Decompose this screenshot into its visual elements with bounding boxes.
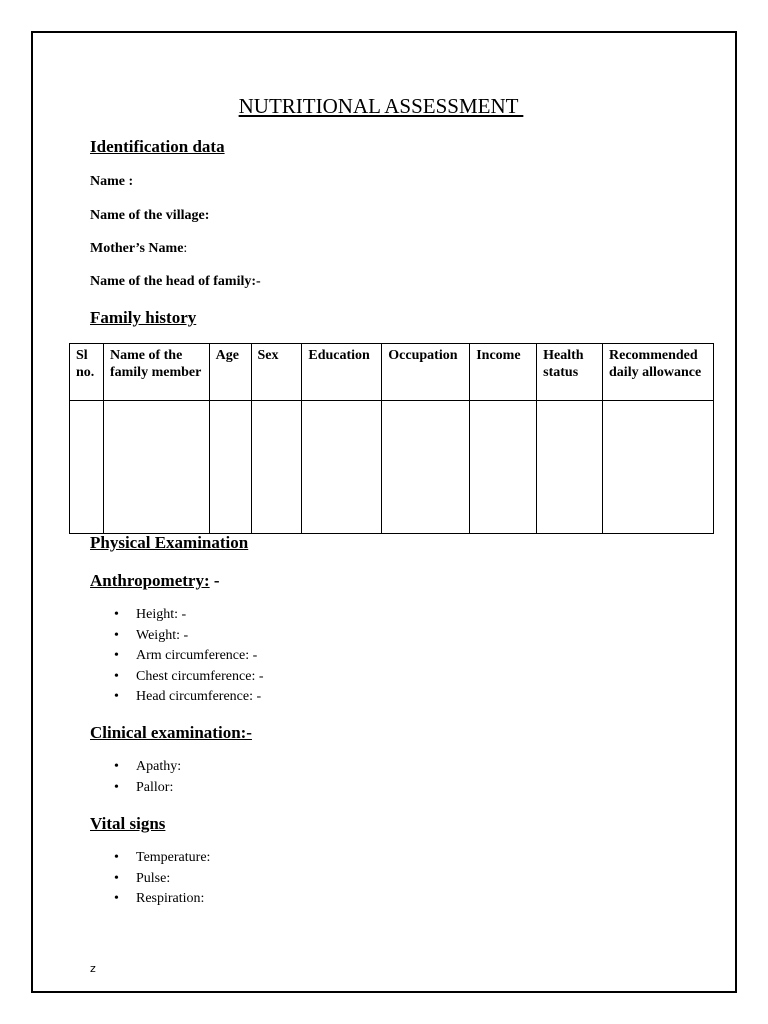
identification-heading: Identification data	[90, 137, 225, 156]
column-header-sl-no: Sl no.	[70, 344, 104, 401]
vital-signs-heading: Vital signs	[90, 814, 166, 833]
bullet-icon: •	[114, 870, 119, 886]
column-header-member-name: Name of the family member	[103, 344, 209, 401]
table-row	[70, 401, 714, 534]
mother-name-colon: :	[183, 241, 188, 256]
bullet-icon: •	[114, 689, 119, 704]
column-header-income: Income	[470, 344, 537, 401]
bullet-icon: •	[114, 668, 119, 684]
pulse-item: Pulse:	[136, 870, 171, 886]
pallor-item: Pallor:	[136, 779, 174, 795]
arm-circumference-item: Arm circumference: -	[136, 648, 258, 663]
respiration-item: Respiration:	[136, 891, 205, 906]
bullet-icon: •	[114, 627, 119, 643]
anthropometry-heading: Anthropometry:	[90, 571, 210, 590]
table-cell[interactable]	[70, 401, 104, 534]
village-field	[90, 208, 209, 224]
table-header-row	[70, 344, 714, 401]
weight-item: Weight: -	[136, 627, 189, 643]
bullet-icon: •	[114, 759, 119, 774]
bullet-icon: •	[114, 891, 119, 906]
table-cell[interactable]	[603, 401, 714, 534]
table-cell[interactable]	[382, 401, 470, 534]
list-item	[114, 687, 264, 708]
bullet-icon: •	[114, 607, 119, 622]
table-cell[interactable]	[470, 401, 537, 534]
physical-examination-heading: Physical Examination	[90, 533, 249, 552]
vital-signs-list	[114, 848, 210, 910]
list-item	[114, 605, 264, 626]
table-cell[interactable]	[251, 401, 302, 534]
list-item	[114, 778, 181, 799]
anthropometry-heading-suffix: -	[209, 571, 220, 590]
bullet-icon: •	[114, 779, 119, 795]
village-label: Name of the village:	[90, 208, 210, 223]
column-header-sex: Sex	[251, 344, 302, 401]
family-history-table	[69, 343, 714, 534]
footer-text: z	[90, 962, 96, 975]
list-item	[114, 889, 210, 910]
table-cell[interactable]	[537, 401, 603, 534]
chest-circumference-item: Chest circumference: -	[136, 668, 264, 684]
apathy-item: Apathy:	[136, 759, 182, 774]
column-header-rda: Recommended daily allowance	[603, 344, 714, 401]
clinical-examination-heading: Clinical examination:-	[90, 723, 252, 742]
list-item	[114, 869, 210, 890]
list-item	[114, 757, 181, 778]
column-header-age: Age	[209, 344, 251, 401]
list-item	[114, 848, 210, 869]
head-of-family-label: Name of the head of family:-	[90, 274, 261, 289]
list-item	[114, 667, 264, 688]
column-header-education: Education	[302, 344, 382, 401]
head-circumference-item: Head circumference: -	[136, 689, 262, 704]
clinical-list	[114, 757, 181, 798]
name-label: Name :	[90, 174, 134, 189]
column-header-health-status: Health status	[537, 344, 603, 401]
head-of-family-field	[90, 274, 261, 290]
list-item	[114, 646, 264, 667]
height-item: Height: -	[136, 607, 187, 622]
temperature-item: Temperature:	[136, 850, 211, 865]
page-title: NUTRITIONAL ASSESSMENT	[238, 94, 524, 118]
column-header-occupation: Occupation	[382, 344, 470, 401]
family-history-heading: Family history	[90, 308, 197, 327]
list-item	[114, 626, 264, 647]
table-cell[interactable]	[103, 401, 209, 534]
table-cell[interactable]	[209, 401, 251, 534]
anthropometry-list	[114, 605, 264, 708]
table-cell[interactable]	[302, 401, 382, 534]
name-field	[90, 174, 133, 190]
bullet-icon: •	[114, 850, 119, 865]
bullet-icon: •	[114, 648, 119, 663]
anthropometry-heading-line	[90, 571, 220, 591]
mother-name-label: Mother’s Name	[90, 241, 184, 256]
mother-name-field	[90, 241, 187, 257]
